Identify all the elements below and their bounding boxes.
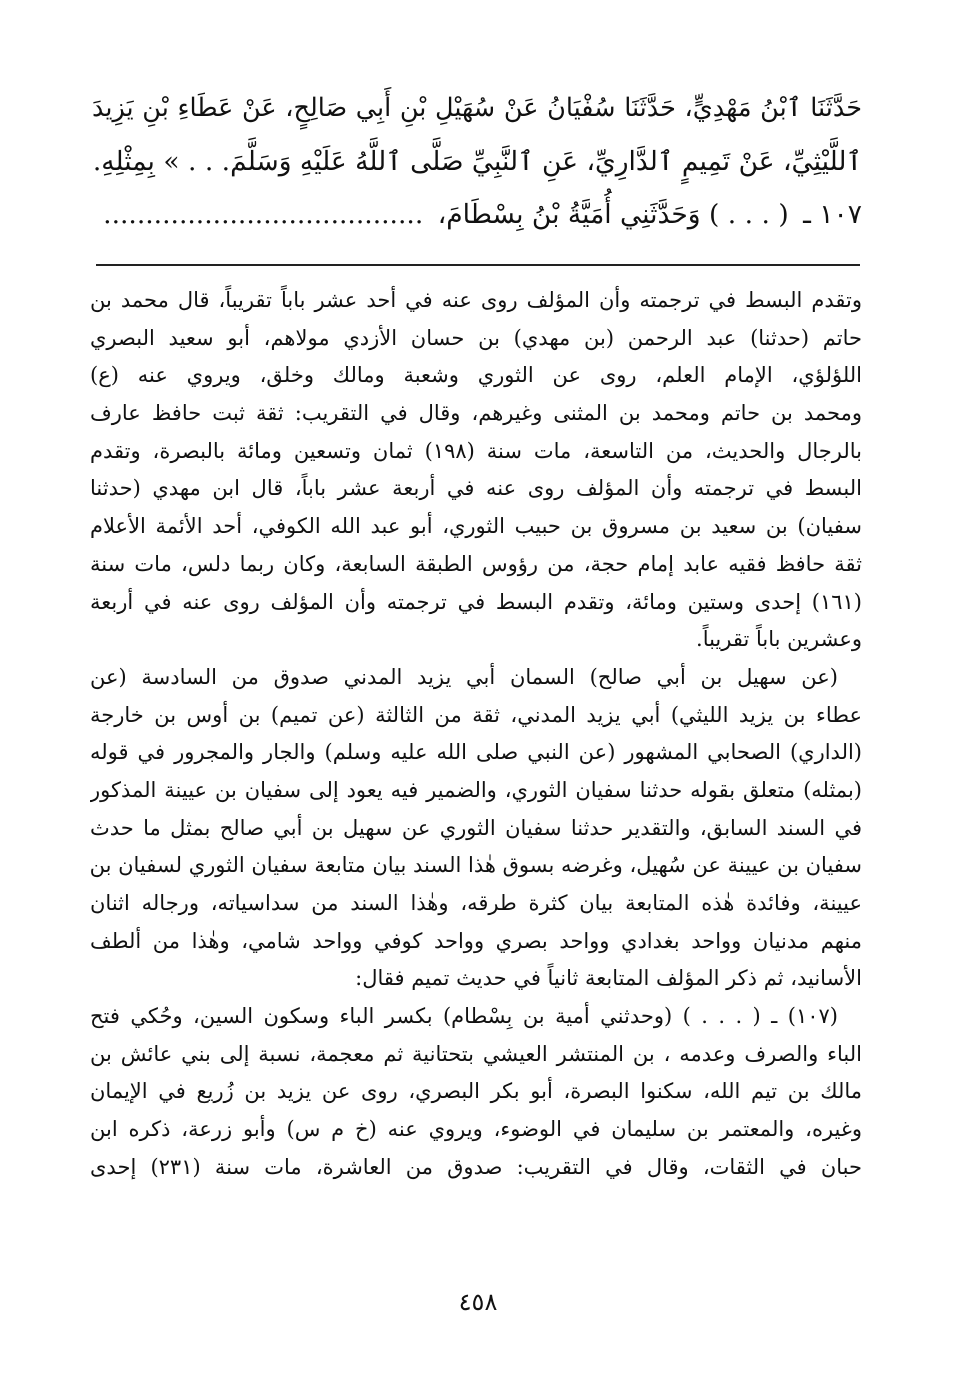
commentary-line: الأسانيد، ثم ذكر المؤلف المتابعة ثانياً في حديث تميم فقال: [355,966,862,991]
elision-dots: ...................................... [103,199,424,230]
commentary-line: مالك بن تيم الله، سكنوا البصرة، أبو بكر البصري، روى عن يزيد بن زُريع في الإيمان [90,1079,862,1104]
commentary-line: حبان في الثقات، وقال في التقريب: صدوق من العاشرة، مات سنة (٢٣١) إحدى [90,1154,862,1179]
page-number: ٤٥٨ [458,1288,498,1316]
footnote-separator [96,264,860,266]
commentary-line: سفيان بن عيينة عن سُهيل، وغرضه بسوق هٰذا السند بيان متابعة سفيان الثوري لسفيان بن [90,853,862,878]
commentary-line: منهم مدنيان وواحد بغدادي وواحد بصري وواحد كوفي وواحد شامي، وهٰذا من ألطف [90,928,862,953]
commentary-line: عطاء بن يزيد الليثي) أبي يزيد المدني، ثقة من الثالثة (عن تميم) بن أوس بن خارجة [90,702,862,727]
commentary-line: اللؤلؤي، الإمام العلم، روى عن الثوري وشعبة ومالك وخلق، ويروي عنه (ع) [90,363,862,388]
hadith-text-block [92,82,862,241]
commentary-line: الباء والصرف وعدمه ، بن المنتشر العيشي بتحتانية ثم معجمة، نسبة إلى بني عائش بن [90,1041,862,1066]
hadith-number: ١٠٧ ـ [803,199,862,230]
next-hadith-text: ( . . . ) وَحَدَّثَنِي أُمَيَّةُ بْنُ بِسْطَامَ، [437,199,789,230]
commentary-line: ثقة حافظ فقيه عابد إمام حجة، من رؤوس الطبقة السابعة، وكان ربما دلس، مات سنة [90,551,862,576]
commentary-line: بالرجال والحديث، من التاسعة، مات سنة (١٩٨) ثمان وتسعين ومائة بالبصرة، وتقدم [90,438,862,463]
hadith-line: حَدَّثَنَا ٱبْنُ مَهْدِيٍّ، حَدَّثَنَا سُفْيَانُ عَنْ سُهَيْلِ بْنِ أَبِي صَالِحٍ، عَنْ عَطَاءِ بْنِ يَزِيدَ [92,93,862,123]
commentary-line: وتقدم البسط في ترجمته وأن المؤلف روى عنه في أحد عشر باباً تقريباً، قال محمد بن [90,288,862,312]
commentary-line: (عن سهيل بن أبي صالح) السمان أبي يزيد المدني صدوق من السادسة (عن [90,664,838,689]
commentary-line: (١٠٧) ـ ( . . . ) (وحدثني أمية بن بِسْطام) بكسر الباء وسكون السين، وحُكي فتح [90,1004,838,1029]
commentary-line: (الداري) الصحابي المشهور (عن النبي صلى الله عليه وسلم) والجار والمجرور في قوله [90,740,862,765]
commentary-line: وعشرين باباً تقريباً. [696,627,862,652]
commentary-line: البسط في ترجمته وأن المؤلف روى عنه في أربعة عشر باباً، قال ابن مهدي (حدثنا [90,476,862,501]
commentary-line: (١٦١) إحدى وستين ومائة، وتقدم البسط في ترجمته وأن المؤلف روى عنه في أربعة [90,589,862,614]
commentary-line: سفيان) بن سعيد بن مسروق بن حبيب الثوري، أبو عبد الله الكوفي، أحد الأئمة الأعلام [90,514,862,539]
commentary-line: حاتم (حدثنا) عبد الرحمن (بن مهدي) بن حسان الأزدي مولاهم، أبو سعيد البصري [90,325,862,350]
commentary-line: (بمثله) متعلق بقوله حدثنا سفيان الثوري، والضمير فيه يعود إلى سفيان بن عيينة المذكور [90,777,862,802]
next-hadith-header [92,188,862,241]
commentary-block [90,282,862,1187]
commentary-line: في السند السابق، والتقدير حدثنا سفيان الثوري عن سهيل بن أبي صالح بمثل ما حدث [90,815,862,840]
commentary-line: عيينة، وفائدة هٰذه المتابعة بيان كثرة طرقه، وهٰذا السند من سداسياته، ورجاله اثنان [90,891,862,915]
hadith-line: ٱللَّيْثِيِّ، عَنْ تَمِيمٍ ٱلدَّارِيِّ، عَنِ ٱلنَّبِيِّ صَلَّى ٱللَّهُ عَلَيْهِ وَسَلَّمَ. . . » بِمِثْلِهِ. [92,146,862,177]
commentary-line: وغيره، والمعتمر بن سليمان في الوضوء، ويروي عنه (خ م س) وأبو زرعة، ذكره ابن [90,1117,862,1142]
commentary-line: ومحمد بن حاتم ومحمد بن المثنى وغيرهم، وقال في التقريب: ثقة ثبت حافظ عارف [90,401,862,426]
